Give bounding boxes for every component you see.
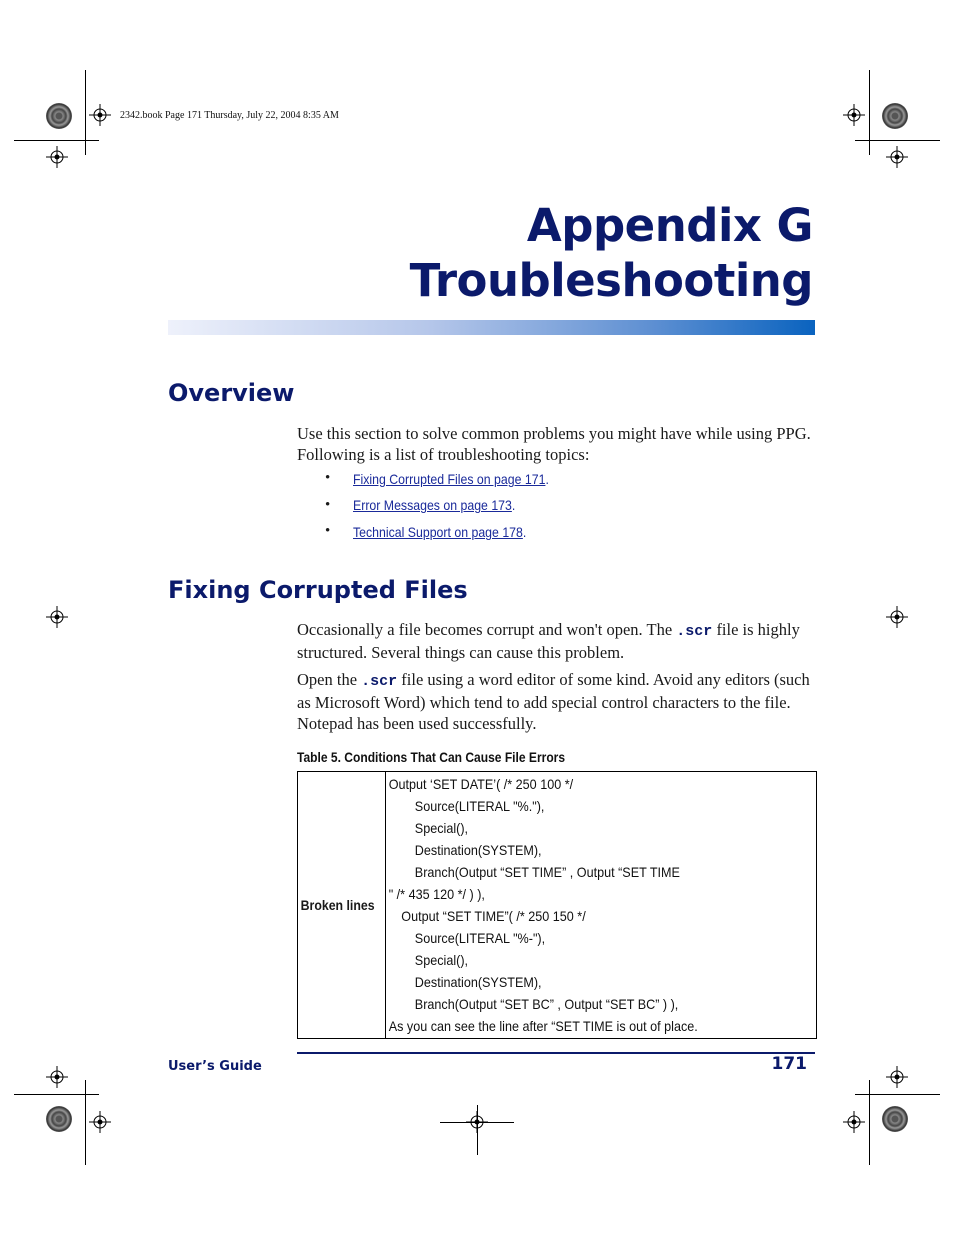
page-number: 171 [771, 1054, 807, 1074]
halftone-dot-icon [46, 103, 72, 129]
code-line: Branch(Output “SET BC” , Output “SET BC” ) ), [414, 996, 679, 1012]
crop-mark [85, 1080, 86, 1165]
table-row [298, 772, 817, 1039]
fixing-heading: Fixing Corrupted Files [168, 576, 468, 604]
table-caption: Table 5. Conditions That Can Cause File Errors [297, 749, 566, 765]
topic-link-errors[interactable] [353, 497, 515, 513]
fixing-paragraph-2 [297, 669, 817, 734]
code-line: Special(), [414, 952, 469, 968]
footer-rule [297, 1052, 815, 1054]
topic-punct: . [522, 524, 527, 540]
error-conditions-table [297, 771, 817, 1039]
footer-guide-title: User’s Guide [168, 1059, 262, 1074]
code-line: " /* 435 120 */ ) ), [388, 886, 485, 902]
code-cell [386, 772, 817, 1039]
registration-mark-icon [89, 1111, 111, 1133]
file-extension-code: .scr [361, 673, 398, 690]
halftone-dot-icon [882, 1106, 908, 1132]
bullet-icon: • [325, 523, 331, 539]
registration-mark-icon [886, 1066, 908, 1088]
code-line: Special(), [414, 820, 469, 836]
row-header-cell [298, 772, 386, 1039]
bullet-icon: • [325, 470, 331, 486]
crop-mark [85, 70, 86, 155]
registration-mark-icon [46, 1066, 68, 1088]
topic-punct: . [545, 471, 549, 487]
code-line: Output “SET TIME”( /* 250 150 */ [401, 908, 586, 924]
text-run: file is highly structured. Several things can cause this problem. [297, 620, 800, 662]
text-run: file using a word editor of some kind. Avoid any editors (such as Microsoft Word) which tend to add special control characters to the file. Notepad has been used successfully. [297, 670, 810, 733]
code-line: Source(LITERAL "%-"), [414, 930, 546, 946]
crop-mark [869, 1080, 870, 1165]
text-run: Open the [297, 670, 362, 689]
file-extension-code: .scr [676, 623, 713, 640]
registration-mark-icon [46, 606, 68, 628]
overview-heading: Overview [168, 379, 295, 407]
text-run: Occasionally a file becomes corrupt and won't open. The [297, 620, 677, 639]
topic-link-text[interactable]: Error Messages on page 173 [353, 497, 512, 513]
bullet-icon: • [325, 497, 331, 513]
registration-mark-icon [843, 104, 865, 126]
halftone-dot-icon [882, 103, 908, 129]
title-gradient-bar [168, 320, 815, 335]
registration-mark-icon [843, 1111, 865, 1133]
topic-link-fixing[interactable] [353, 471, 549, 487]
code-line: Output ‘SET DATE’( /* 250 100 */ [388, 776, 574, 792]
overview-intro: Use this section to solve common problems you might have while using PPG. Following is a list of troubleshooting topics: [297, 424, 811, 464]
crop-mark [477, 1105, 478, 1155]
code-line: Destination(SYSTEM), [414, 974, 542, 990]
topic-link-text[interactable]: Technical Support on page 178 [353, 524, 523, 540]
registration-mark-icon [46, 146, 68, 168]
topic-link-text[interactable]: Fixing Corrupted Files on page 171 [353, 471, 546, 487]
fixing-paragraph-1 [297, 619, 817, 663]
crop-mark [855, 1094, 940, 1095]
row-header: Broken lines [300, 897, 375, 913]
print-slug: 2342.book Page 171 Thursday, July 22, 2004 8:35 AM [120, 110, 339, 121]
registration-mark-icon [886, 606, 908, 628]
registration-mark-icon [886, 146, 908, 168]
code-line: Destination(SYSTEM), [414, 842, 542, 858]
chapter-title-line1: Appendix G [526, 199, 813, 252]
code-line: As you can see the line after “SET TIME is out of place. [388, 1018, 698, 1034]
halftone-dot-icon [46, 1106, 72, 1132]
crop-mark [14, 1094, 99, 1095]
crop-mark [14, 140, 99, 141]
code-line: Branch(Output “SET TIME” , Output “SET TIME [414, 864, 680, 880]
crop-mark [869, 70, 870, 155]
topic-punct: . [511, 497, 516, 513]
registration-mark-icon [89, 104, 111, 126]
chapter-title-line2: Troubleshooting [409, 254, 813, 307]
crop-mark [855, 140, 940, 141]
code-line: Source(LITERAL "%."), [414, 798, 545, 814]
topic-link-support[interactable] [353, 524, 526, 540]
